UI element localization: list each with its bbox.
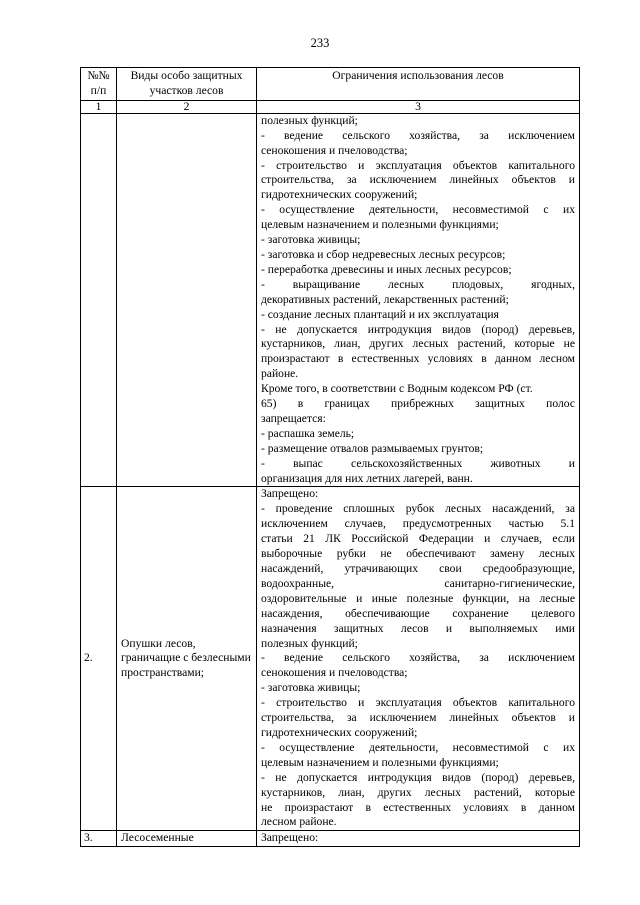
restriction-line: водоохранные, санитарно-гигиенические,: [261, 576, 575, 590]
row-restrictions: [257, 487, 580, 831]
restriction-line: - ведение сельского хозяйства, за исключением: [261, 128, 575, 142]
restriction-line: статьи 21 ЛК Российской Федерации и случаев, если: [261, 532, 575, 546]
restriction-line: - осуществление деятельности, несовместимой с их: [261, 203, 575, 217]
restriction-line: - строительство и эксплуатация объектов капитального: [261, 696, 575, 710]
restriction-line: организация для них летних лагерей, ванн.: [261, 471, 473, 485]
page-number: 233: [310, 36, 330, 50]
restriction-line: районе.: [261, 367, 299, 381]
restriction-line: оздоровительные и иные полезные функции, на лесные: [261, 591, 575, 605]
restriction-line: сенокошения и пчеловодства;: [261, 666, 408, 680]
header-number: №№ п/п: [81, 68, 117, 101]
row-area-type: Лесосеменные: [117, 831, 257, 847]
restriction-line: - заготовка и сбор недревесных лесных ресурсов;: [261, 247, 506, 261]
restriction-line: - проведение сплошных рубок лесных насаждений, за: [261, 502, 575, 516]
restriction-line: - создание лесных плантаций и их эксплуатация: [261, 307, 499, 321]
restriction-line: насаждения, обеспечивающие сохранение целевого: [261, 606, 575, 620]
restriction-line: - выращивание лесных плодовых, ягодных,: [261, 277, 575, 291]
table-row: [81, 487, 580, 831]
row-restrictions: [257, 831, 580, 847]
restriction-line: кустарников, лиан, других лесных растений, которые не: [261, 337, 575, 351]
restriction-line: - переработка древесины и иных лесных ресурсов;: [261, 262, 512, 276]
row-number: 2.: [81, 487, 117, 831]
forest-restrictions-table: [80, 67, 580, 847]
restriction-line: лесном районе.: [261, 815, 337, 829]
restriction-line: - не допускается интродукция видов (пород) деревьев,: [261, 770, 575, 784]
restriction-line: 65) в границах прибрежных защитных полос: [261, 397, 575, 411]
restriction-line: Кроме того, в соответствии с Водным кодексом РФ (ст.: [261, 382, 533, 396]
row-number: [81, 113, 117, 487]
restriction-line: строительства, за исключением линейных объектов и: [261, 711, 575, 725]
restriction-line: - осуществление деятельности, несовместимой с их: [261, 740, 575, 754]
restriction-line: - не допускается интродукция видов (пород) деревьев,: [261, 322, 575, 336]
table-row: [81, 113, 580, 487]
restriction-line: не произрастают в естественных условиях в данном: [261, 800, 575, 814]
header-area-type: Виды особо защитных участков лесов: [117, 68, 257, 101]
restriction-line: гидротехнических сооружений;: [261, 725, 418, 739]
table-index-row: [81, 100, 580, 113]
table-body: [81, 113, 580, 846]
restriction-line: полезных функций;: [261, 113, 358, 127]
row-number: 3.: [81, 831, 117, 847]
restriction-line: Запрещено:: [261, 487, 319, 501]
row-restrictions: [257, 113, 580, 487]
restriction-line: исключением случаев, предусмотренных частью 5.1: [261, 517, 575, 531]
table-row: [81, 831, 580, 847]
index-cell-3: 3: [257, 100, 580, 113]
restriction-line: назначения защитных лесов и выполняемых ими: [261, 621, 575, 635]
restriction-line: - размещение отвалов размываемых грунтов;: [261, 441, 484, 455]
restriction-line: целевым назначением и полезными функциями;: [261, 218, 499, 232]
header-restrictions: Ограничения использования лесов: [257, 68, 580, 101]
restriction-line: насаждений, утрачивающих свои средообразующие,: [261, 562, 575, 575]
restriction-line: - распашка земель;: [261, 426, 355, 440]
table-header-row: [81, 68, 580, 101]
restriction-line: Запрещено:: [261, 831, 319, 845]
index-cell-1: 1: [81, 100, 117, 113]
restriction-line: - выпас сельскохозяйственных животных и: [261, 456, 575, 470]
restriction-line: выборочные рубки не обеспечивают замену лесных: [261, 547, 575, 561]
restriction-line: декоративных растений, лекарственных растений;: [261, 292, 509, 306]
restriction-line: строительства, за исключением линейных объектов и: [261, 173, 575, 187]
restriction-line: - строительство и эксплуатация объектов капитального: [261, 158, 575, 172]
restriction-line: гидротехнических сооружений;: [261, 188, 418, 202]
restriction-line: кустарников, лиан, других лесных растений, которые: [261, 785, 575, 799]
index-cell-2: 2: [117, 100, 257, 113]
restriction-line: произрастают в естественных условиях в данном лесном: [261, 352, 575, 366]
restriction-line: запрещается:: [261, 411, 326, 425]
row-area-type: Опушки лесов, граничащие с безлесными пространствами;: [117, 487, 257, 831]
restriction-line: сенокошения и пчеловодства;: [261, 143, 408, 157]
restriction-line: - заготовка живицы;: [261, 233, 361, 247]
restriction-line: целевым назначением и полезными функциями;: [261, 755, 499, 769]
row-area-type: [117, 113, 257, 487]
restriction-line: - ведение сельского хозяйства, за исключением: [261, 651, 575, 665]
restriction-line: - заготовка живицы;: [261, 681, 361, 695]
restriction-line: полезных функций;: [261, 636, 358, 650]
